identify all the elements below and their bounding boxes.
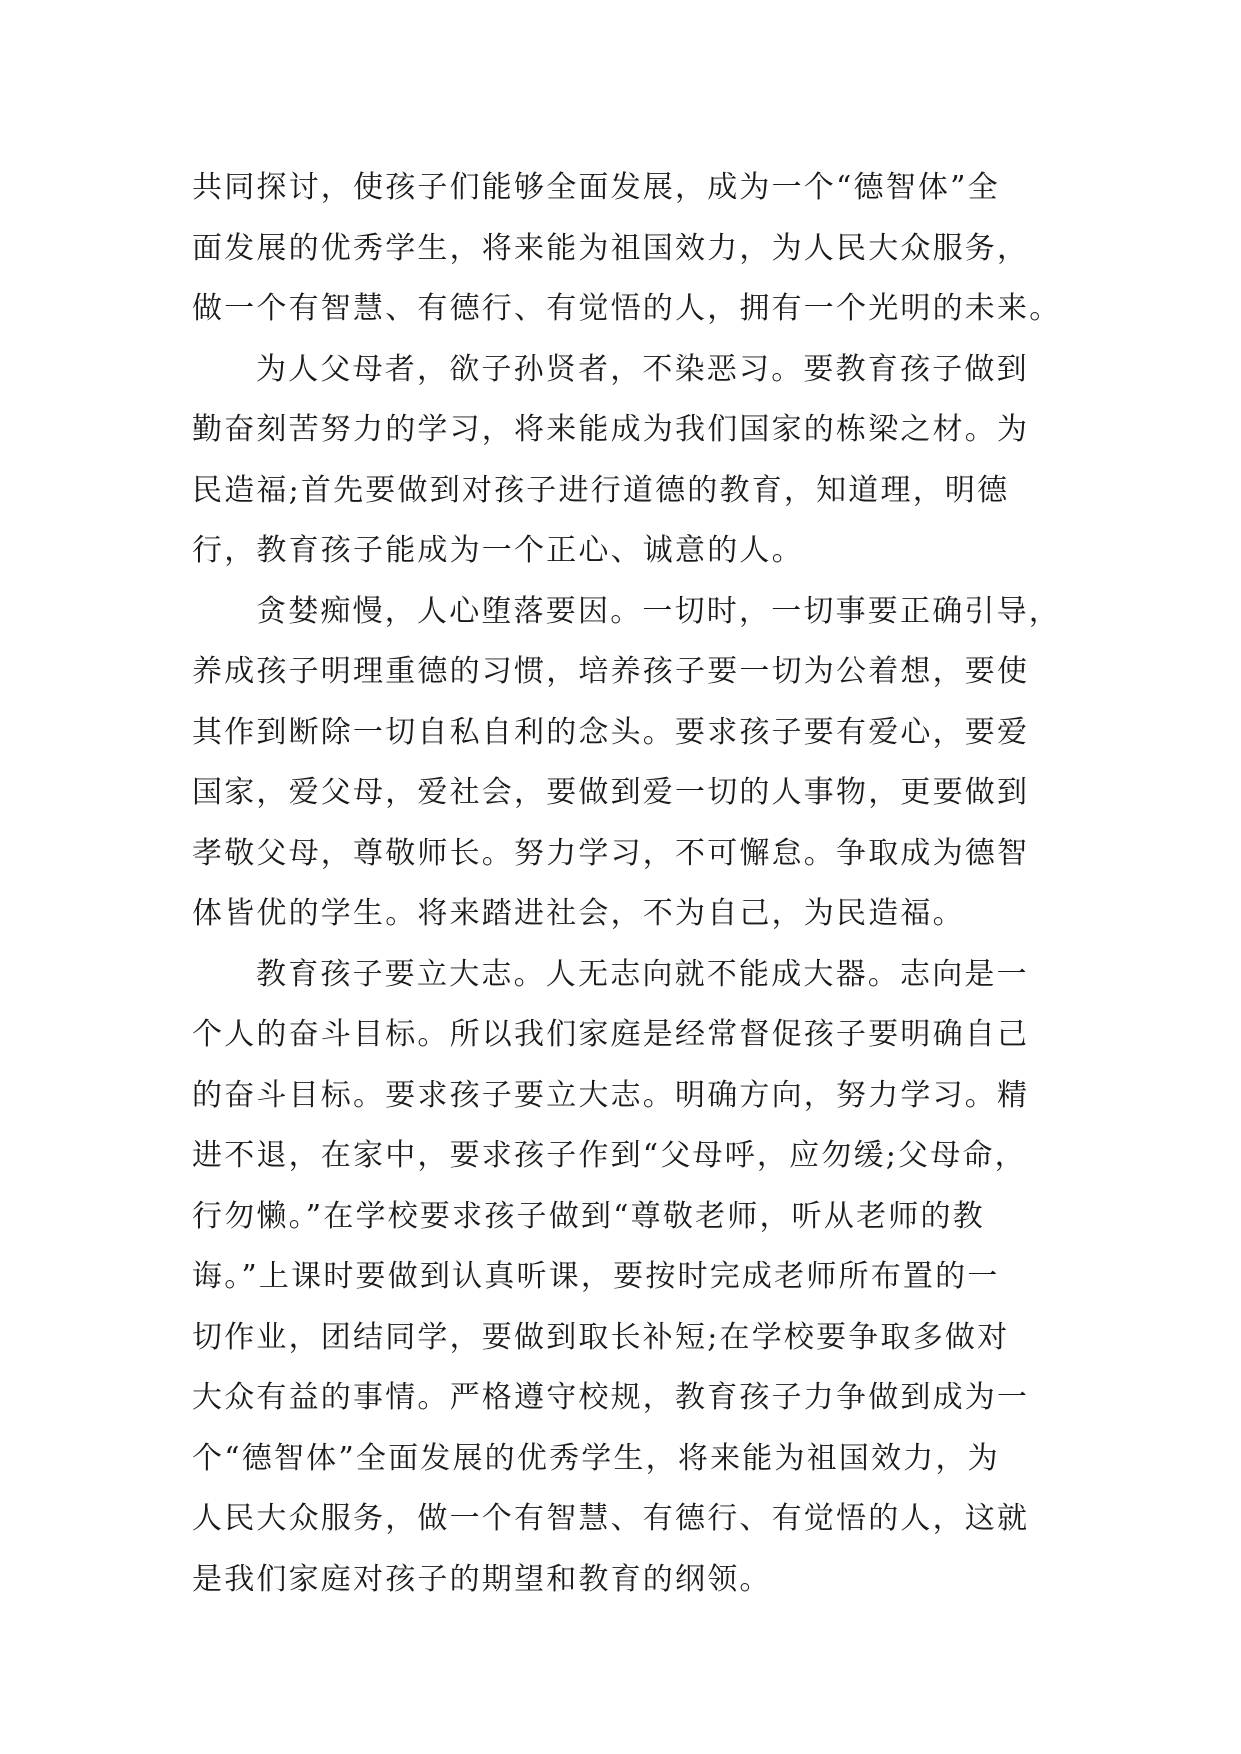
paragraph-first-line: 为人父母者，欲子孙贤者，不染恶习。要教育孩子做到 bbox=[256, 351, 1029, 387]
text-line: 行勿懒。”在学校要求孩子做到“尊敬老师，听从老师的教 bbox=[192, 1198, 985, 1234]
text-line: 其作到断除一切自私自利的念头。要求孩子要有爱心，要爱 bbox=[192, 714, 1030, 750]
paragraph-first-line: 贪婪痴慢，人心堕落要因。一切时，一切事要正确引导， bbox=[256, 593, 1061, 629]
text-line: 进不退，在家中，要求孩子作到“父母呼，应勿缓;父母命， bbox=[192, 1138, 1027, 1173]
text-line: 面发展的优秀学生，将来能为祖国效力，为人民大众服务， bbox=[192, 230, 1030, 266]
text-line: 孝敬父母，尊敬师长。努力学习，不可懈怠。争取成为德智 bbox=[192, 835, 1030, 871]
text-line: 国家，爱父母，爱社会，要做到爱一切的人事物，更要做到 bbox=[192, 775, 1030, 810]
paragraph-first-line: 教育孩子要立大志。人无志向就不能成大器。志向是一 bbox=[256, 956, 1029, 992]
body-text bbox=[192, 158, 1072, 1610]
text-line: 做一个有智慧、有德行、有觉悟的人，拥有一个光明的未来。 bbox=[192, 291, 1062, 326]
text-line: 是我们家庭对孩子的期望和教育的纲领。 bbox=[192, 1561, 772, 1597]
text-line: 民造福;首先要做到对孩子进行道德的教育，知道理，明德 bbox=[192, 472, 1010, 508]
text-line: 养成孩子明理重德的习惯，培养孩子要一切为公着想，要使 bbox=[192, 654, 1030, 689]
text-line: 勤奋刻苦努力的学习，将来能成为我们国家的栋梁之材。为 bbox=[192, 412, 1030, 447]
text-line: 个人的奋斗目标。所以我们家庭是经常督促孩子要明确自己 bbox=[192, 1017, 1030, 1052]
text-line: 个“德智体”全面发展的优秀学生，将来能为祖国效力，为 bbox=[192, 1440, 1000, 1476]
text-line: 诲。”上课时要做到认真听课，要按时完成老师所布置的一 bbox=[192, 1259, 1000, 1294]
text-line: 大众有益的事情。严格遵守校规，教育孩子力争做到成为一 bbox=[192, 1380, 1030, 1415]
text-line: 行，教育孩子能成为一个正心、诚意的人。 bbox=[192, 533, 804, 568]
text-line: 的奋斗目标。要求孩子要立大志。明确方向，努力学习。精 bbox=[192, 1077, 1030, 1113]
text-line: 切作业，团结同学，要做到取长补短;在学校要争取多做对 bbox=[192, 1319, 1010, 1355]
text-line: 共同探讨，使孩子们能够全面发展，成为一个“德智体”全 bbox=[192, 170, 1000, 205]
text-line: 体皆优的学生。将来踏进社会，不为自己，为民造福。 bbox=[192, 896, 965, 931]
text-line: 人民大众服务，做一个有智慧、有德行、有觉悟的人，这就 bbox=[192, 1501, 1030, 1536]
